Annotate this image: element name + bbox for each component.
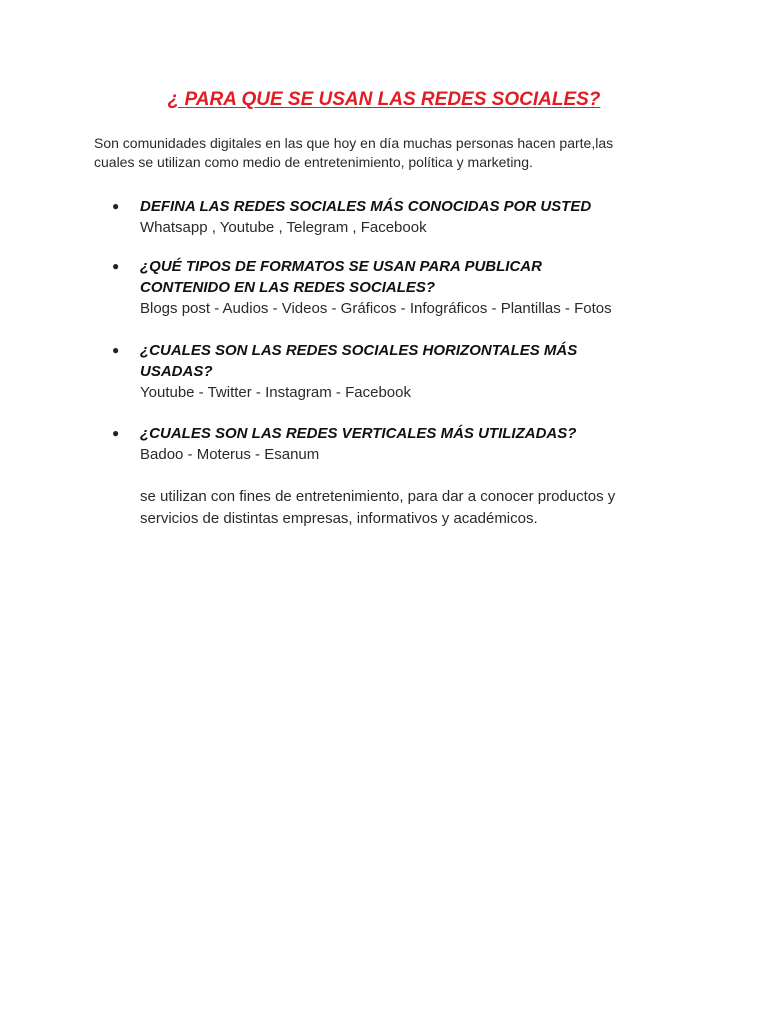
question-heading: [140, 196, 700, 217]
intro-line: cuales se utilizan como medio de entretenimiento, política y marketing.: [94, 154, 533, 170]
question-line: USADAS?: [140, 363, 213, 380]
intro-line: Son comunidades digitales en las que hoy en día muchas personas hacen parte,las: [94, 135, 614, 151]
bullet-icon: ●: [112, 343, 120, 357]
page-title: ¿ PARA QUE SE USAN LAS REDES SOCIALES?: [167, 89, 601, 110]
question-line: DEFINA LAS REDES SOCIALES MÁS CONOCIDAS POR USTED: [140, 198, 592, 215]
bullet-icon: ●: [112, 426, 120, 440]
question-heading: [140, 340, 700, 382]
answer-text: Blogs post - Audios - Videos - Gráficos - Infográficos - Plantillas - Fotos: [140, 300, 612, 317]
bullet-icon: ●: [112, 199, 120, 213]
answer-text: Badoo - Moterus - Esanum: [140, 446, 320, 463]
intro-paragraph: [94, 134, 694, 172]
question-line: ¿CUALES SON LAS REDES SOCIALES HORIZONTALES MÁS: [140, 342, 578, 359]
question-line: ¿QUÉ TIPOS DE FORMATOS SE USAN PARA PUBLICAR: [140, 258, 542, 275]
question-line: CONTENIDO EN LAS REDES SOCIALES?: [140, 279, 436, 296]
closing-paragraph: [140, 486, 720, 530]
closing-line: se utilizan con fines de entretenimiento, para dar a conocer productos y: [140, 488, 616, 505]
answer-text: Whatsapp , Youtube , Telegram , Facebook: [140, 219, 427, 236]
question-line: ¿CUALES SON LAS REDES VERTICALES MÁS UTILIZADAS?: [140, 425, 577, 442]
answer-text: Youtube - Twitter - Instagram - Facebook: [140, 384, 411, 401]
closing-line: servicios de distintas empresas, informativos y académicos.: [140, 510, 538, 527]
question-heading: [140, 256, 700, 298]
question-heading: [140, 423, 700, 444]
bullet-icon: ●: [112, 259, 120, 273]
